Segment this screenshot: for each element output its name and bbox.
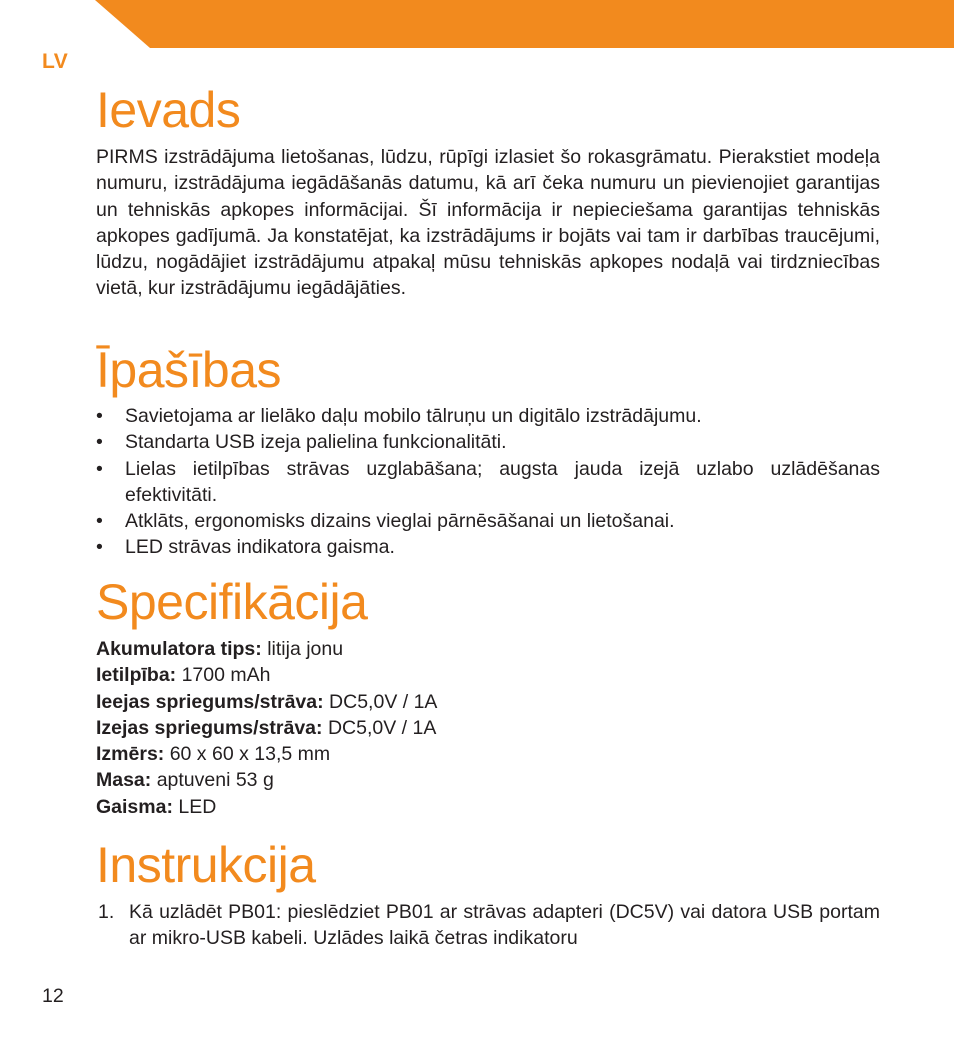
instructions-heading: Instrukcija xyxy=(96,837,316,893)
spec-label: Gaisma: xyxy=(96,795,173,818)
feature-text: Atklāts, ergonomisks dizains vieglai pārnēsāšanai un lietošanai. xyxy=(125,510,675,533)
spec-label: Ietilpība: xyxy=(96,664,177,687)
list-item xyxy=(96,534,880,560)
page-number: 12 xyxy=(42,985,64,1007)
intro-heading: Ievads xyxy=(96,82,241,138)
language-badge: LV xyxy=(42,50,69,73)
features-list xyxy=(96,403,880,561)
spec-label: Ieejas spriegums/strāva: xyxy=(96,690,324,713)
spec-row xyxy=(96,689,880,715)
bullet-icon: • xyxy=(96,431,103,454)
feature-text: LED strāvas indikatora gaisma. xyxy=(125,536,395,559)
spec-label: Masa: xyxy=(96,769,152,792)
spec-value: DC5,0V / 1A xyxy=(322,716,437,739)
feature-text: Lielas ietilpības strāvas uzglabāšana; augsta jauda izejā uzlabo uzlādēšanas efektivitāti. xyxy=(125,457,880,506)
spec-row xyxy=(96,741,880,767)
specs-list xyxy=(96,636,880,820)
bullet-icon: • xyxy=(96,536,103,559)
list-item xyxy=(96,899,880,952)
spec-row xyxy=(96,636,880,662)
spec-label: Akumulatora tips: xyxy=(96,638,262,660)
feature-text: Savietojama ar lielāko daļu mobilo tālruņu un digitālo izstrādājumu. xyxy=(125,405,702,427)
spec-row xyxy=(96,767,880,793)
spec-label: Izejas spriegums/strāva: xyxy=(96,716,323,739)
bullet-icon: • xyxy=(96,405,103,427)
bullet-icon: • xyxy=(96,457,103,480)
list-item xyxy=(96,456,880,509)
instructions-list xyxy=(96,899,880,952)
spec-value: litija jonu xyxy=(261,638,344,660)
step-text: Kā uzlādēt PB01: pieslēdziet PB01 ar strāvas adapteri (DC5V) vai datora USB portam ar mikro-USB kabeli. Uzlādes laikā četras indikatoru xyxy=(129,901,880,950)
spec-label: Izmērs: xyxy=(96,743,165,766)
specs-heading: Specifikācija xyxy=(96,574,368,630)
list-item xyxy=(96,403,880,429)
spec-row xyxy=(96,662,880,688)
spec-value: LED xyxy=(172,795,217,818)
spec-value: 1700 mAh xyxy=(176,664,271,687)
spec-value: 60 x 60 x 13,5 mm xyxy=(164,743,331,766)
list-item xyxy=(96,429,880,455)
spec-row xyxy=(96,715,880,741)
orange-header-bar xyxy=(0,0,954,48)
features-heading: Īpašības xyxy=(96,342,282,398)
step-number: 1. xyxy=(98,901,115,923)
list-item xyxy=(96,508,880,534)
bullet-icon: • xyxy=(96,510,103,533)
spec-row xyxy=(96,794,880,820)
spec-value: aptuveni 53 g xyxy=(151,769,274,792)
spec-value: DC5,0V / 1A xyxy=(323,690,438,713)
feature-text: Standarta USB izeja palielina funkcionalitāti. xyxy=(125,431,507,454)
intro-paragraph: PIRMS izstrādājuma lietošanas, lūdzu, rūpīgi izlasiet šo rokasgrāmatu. Pierakstiet modeļa numuru, izstrādājuma iegādāšanās datumu, kā arī čeka numuru un pievienojiet garantijas un tehniskās apkopes informācijai. Šī informācija ir nepieciešama garantijas tehniskās apkopes gadījumā. Ja konstatējat, ka izstrādājums ir bojāts vai tam ir darbības traucējumi, lūdzu, nogādājiet izstrādājumu atpakaļ mūsu tehniskās apkopes nodaļā vai tirdzniecības vietā, kur izstrādājumu iegādājāties. xyxy=(96,146,880,300)
